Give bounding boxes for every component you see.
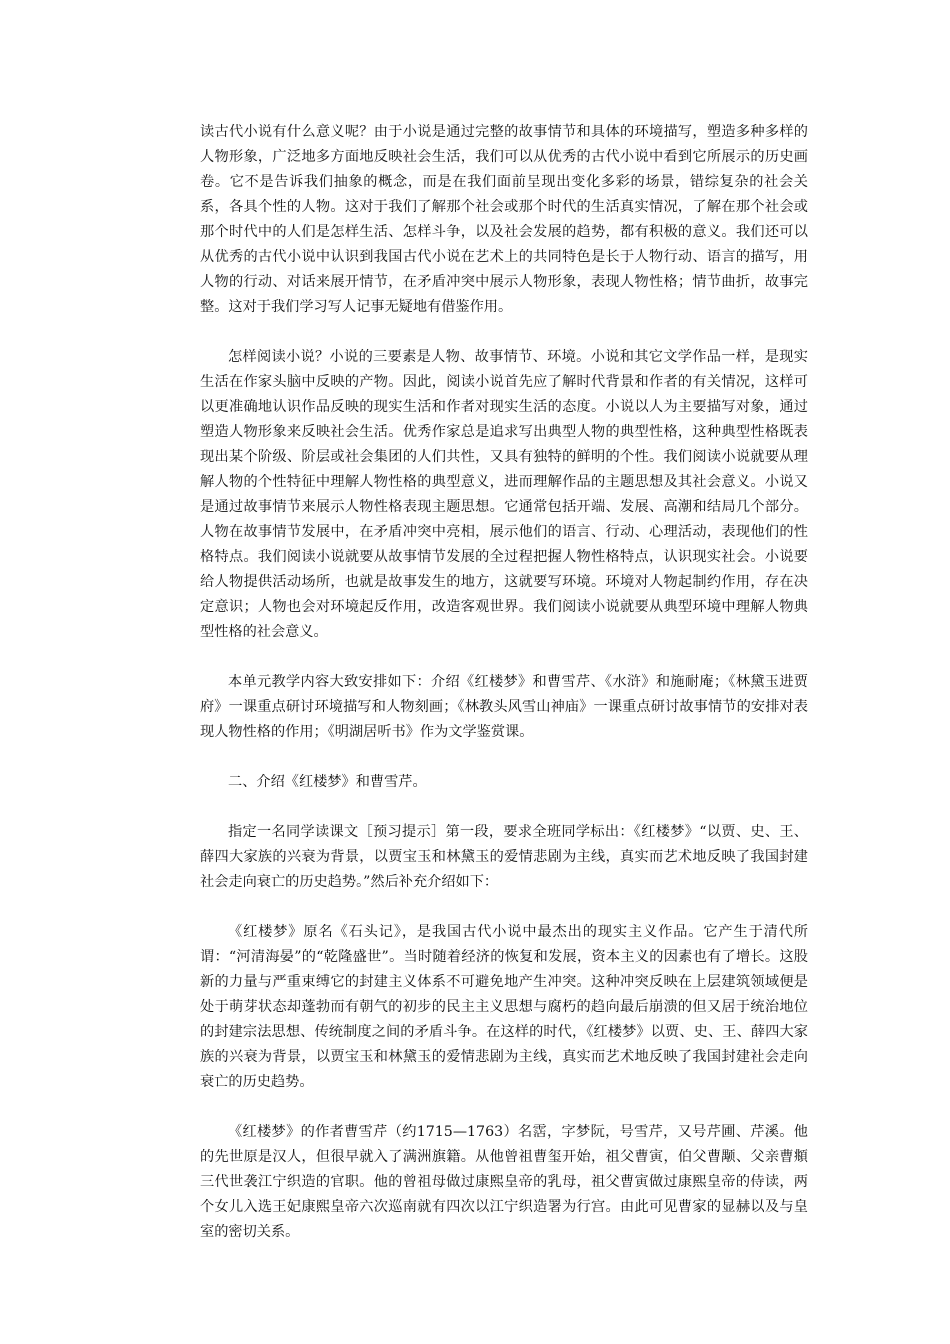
paragraph-reading-instruction: 指定一名同学读课文［预习提示］第一段，要求全班同学标出：《红楼梦》“以贾、史、王、薛四大家族的兴衰为背景，以贾宝玉和林黛玉的爱情悲剧为主线，真实而艺术地反映了我国封建社会走向衰亡的历史趋势。”然后补充介绍如下：	[200, 824, 808, 890]
paragraph-how-to-read-novels: 怎样阅读小说？小说的三要素是人物、故事情节、环境。小说和其它文学作品一样，是现实生活在作家头脑中反映的产物。因此，阅读小说首先应了解时代背景和作者的有关情况，这样可以更准确地认识作品反映的现实生活和作者对现实生活的态度。小说以人为主要描写对象，通过塑造人物形象来反映社会生活。优秀作家总是追求写出典型人物的典型性格，这种典型性格既表现出某个阶级、阶层或社会集团的人们共性，又具有独特的鲜明的个性。我们阅读小说就要从理解人物的个性特征中理解人物性格的典型意义，进而理解作品的主题思想及其社会意义。小说又是通过故事情节来展示人物性格表现主题思想。它通常包括开端、发展、高潮和结局几个部分。人物在故事情节发展中，在矛盾冲突中亮相，展示他们的语言、行动、心理活动，表现他们的性格特点。我们阅读小说就要从故事情节发展的全过程把握人物性格特点，认识现实社会。小说要给人物提供活动场所，也就是故事发生的地方，这就要写环境。环境对人物起制约作用，存在决定意识；人物也会对环境起反作用，改造客观世界。我们阅读小说就要从典型环境中理解人物典型性格的社会意义。	[200, 349, 808, 640]
paragraph-hongloumeng-background: 《红楼梦》原名《石头记》，是我国古代小说中最杰出的现实主义作品。它产生于清代所谓：“河清海晏”的“乾隆盛世”。当时随着经济的恢复和发展，资本主义的因素也有了增长。这股新的力量与严重束缚它的封建主义体系不可避免地产生冲突。这种冲突反映在上层建筑领域便是处于萌芽状态却蓬勃而有朝气的初步的民主主义思想与腐朽的趋向最后崩溃的但又居于统治地位的封建宗法思想、传统制度之间的矛盾斗争。在这样的时代，《红楼梦》以贾、史、王、薛四大家族的兴衰为背景，以贾宝玉和林黛玉的爱情悲剧为主线，真实而艺术地反映了我国封建社会走向衰亡的历史趋势。	[200, 924, 808, 1090]
paragraph-significance-of-classical-novels: 读古代小说有什么意义呢？由于小说是通过完整的故事情节和具体的环境描写，塑造多种多样的人物形象，广泛地多方面地反映社会生活，我们可以从优秀的古代小说中看到它所展示的历史画卷。它不是告诉我们抽象的概念，而是在我们面前呈现出变化多彩的场景，错综复杂的社会关系，各具个性的人物。这对于我们了解那个社会或那个时代的生活真实情况，了解在那个社会或那个时代中的人们是怎样生活、怎样斗争，以及社会发展的趋势，都有积极的意义。我们还可以从优秀的古代小说中认识到我国古代小说在艺术上的共同特色是长于人物行动、语言的描写，用人物的行动、对话来展开情节，在矛盾冲突中展示人物形象，表现人物性格；情节曲折，故事完整。这对于我们学习写人记事无疑地有借鉴作用。	[200, 124, 808, 315]
paragraph-cao-xueqin-biography: 《红楼梦》的作者曹雪芹（约1715—1763）名霑，字梦阮，号雪芹，又号芹圃、芹溪。他的先世原是汉人，但很早就入了满洲旗籍。从他曾祖曹玺开始，祖父曹寅，伯父曹颙、父亲曹頫三代世袭江宁织造的官职。他的曾祖母做过康熙皇帝的乳母，祖父曹寅做过康熙皇帝的侍读，两个女儿入选王妃康熙皇帝六次巡南就有四次以江宁织造署为行宫。由此可见曹家的显赫以及与皇室的密切关系。	[200, 1124, 808, 1240]
section-heading-hongloumeng: 二、介绍《红楼梦》和曹雪芹。	[228, 774, 427, 790]
document-page	[200, 120, 808, 1245]
paragraph-unit-arrangement: 本单元教学内容大致安排如下：介绍《红楼梦》和曹雪芹、《水浒》和施耐庵；《林黛玉进贾府》一课重点研讨环境描写和人物刻画；《林教头风雪山神庙》一课重点研讨故事情节的安排对表现人物性格的作用；《明湖居听书》作为文学鉴赏课。	[200, 674, 808, 740]
